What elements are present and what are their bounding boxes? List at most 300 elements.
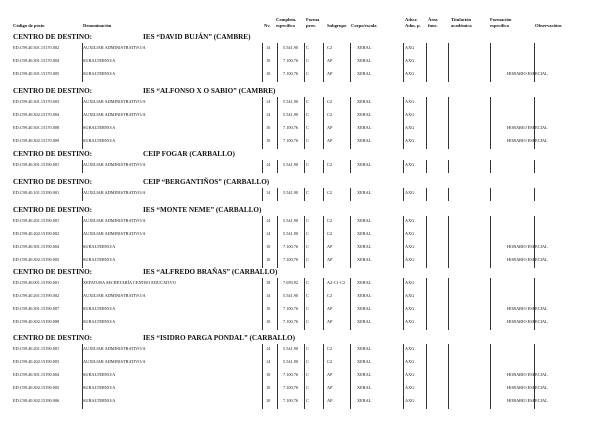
- cell-ce: 5.541,90: [283, 293, 299, 298]
- cell-obs: HORARIO ESPECIAL: [507, 138, 548, 143]
- header-especifica: específica: [490, 23, 509, 28]
- column-divider: [323, 188, 324, 201]
- cell-ce: 7.100,76: [283, 138, 299, 143]
- cell-sg: AP: [327, 398, 333, 403]
- column-divider: [277, 344, 278, 409]
- cell-sg: AP: [327, 138, 333, 143]
- cell-obs: HORARIO ESPECIAL: [507, 398, 548, 403]
- cell-code: ED.C99.40.201.15190.001: [13, 218, 60, 223]
- cell-ce: 5.541,90: [283, 112, 299, 117]
- cell-obs: HORARIO ESPECIAL: [507, 71, 548, 76]
- cell-ce: 7.100,76: [283, 306, 299, 311]
- cell-den: AUXILIAR ADMINISTRATIVO/A: [83, 359, 146, 364]
- cell-den: SUBALTERNO/A: [83, 58, 116, 63]
- header-corpo: Corpo/escala: [351, 23, 377, 28]
- column-divider: [448, 278, 449, 330]
- cell-code: ED.C99.40.301.15170.003: [13, 99, 60, 104]
- cell-corpo: XERAL: [357, 257, 372, 262]
- cell-corpo: XERAL: [357, 162, 372, 167]
- cell-adm: AXG: [405, 218, 415, 223]
- cell-corpo: XERAL: [357, 346, 372, 351]
- column-divider: [448, 216, 449, 268]
- column-divider: [262, 188, 263, 201]
- cell-ce: 5.541,90: [283, 231, 299, 236]
- cell-fp: C: [306, 257, 309, 262]
- table-row: [0, 230, 615, 239]
- cell-code: ED.C99.40.201.15190.001: [13, 346, 60, 351]
- section-name: CEIP “BERGANTIÑOS” (CARBALLO): [143, 178, 270, 186]
- cell-code: ED.C99.40.201.15190.002: [13, 293, 60, 298]
- cell-adm: AXG: [405, 125, 415, 130]
- column-divider: [534, 278, 535, 330]
- cell-adm: AXG: [405, 112, 415, 117]
- cell-fp: C: [306, 346, 309, 351]
- column-divider: [304, 344, 305, 409]
- cell-fp: C: [306, 162, 309, 167]
- section-title: [13, 206, 393, 215]
- column-divider: [82, 160, 83, 173]
- cell-nv: 10: [266, 319, 271, 324]
- column-divider: [403, 344, 404, 409]
- cell-nv: 10: [266, 385, 271, 390]
- table-row: [0, 358, 615, 367]
- table-row: [0, 384, 615, 393]
- column-divider: [350, 97, 351, 149]
- column-divider: [262, 43, 263, 82]
- cell-sg: A2-C1-C2: [327, 280, 346, 285]
- column-divider: [534, 216, 535, 268]
- column-divider: [490, 344, 491, 409]
- column-divider: [490, 188, 491, 201]
- cell-ce: 7.100,76: [283, 244, 299, 249]
- section-label: CENTRO DE DESTINO:: [13, 206, 93, 214]
- column-divider: [304, 188, 305, 201]
- cell-code: ED.C99.40.301.15170.008: [13, 125, 60, 130]
- column-divider: [403, 43, 404, 82]
- column-divider: [350, 216, 351, 268]
- cell-adm: AXG: [405, 162, 415, 167]
- section-name: IES “ALFREDO BRAÑAS” (CARBALLO): [143, 268, 278, 276]
- cell-adm: AXG: [405, 293, 415, 298]
- column-divider: [304, 97, 305, 149]
- cell-fp: C: [306, 190, 309, 195]
- table-row: [0, 70, 615, 79]
- column-divider: [262, 278, 263, 330]
- cell-sg: C2: [327, 112, 333, 117]
- cell-ce: 7.100,76: [283, 319, 299, 324]
- cell-code: ED.C99.40.301.15190.004: [13, 372, 60, 377]
- cell-ce: 5.541,90: [283, 45, 299, 50]
- section-name: IES “ALFONSO X O SABIO” (CAMBRE): [143, 87, 276, 95]
- column-divider: [426, 43, 427, 82]
- table-row: [0, 305, 615, 314]
- table-row: [0, 137, 615, 146]
- column-divider: [426, 278, 427, 330]
- column-divider: [490, 216, 491, 268]
- column-divider: [534, 344, 535, 409]
- cell-code: ED.C99.40.302.15170.009: [13, 138, 60, 143]
- cell-fp: C: [306, 280, 309, 285]
- cell-sg: C2: [327, 218, 333, 223]
- cell-fp: C: [306, 125, 309, 130]
- cell-den: SUBALTERNO/A: [83, 257, 116, 262]
- cell-corpo: XERAL: [357, 319, 372, 324]
- column-divider: [323, 278, 324, 330]
- cell-adm: AXG: [405, 346, 415, 351]
- column-divider: [426, 188, 427, 201]
- cell-sg: C2: [327, 190, 333, 195]
- cell-fp: C: [306, 71, 309, 76]
- column-divider: [534, 188, 535, 201]
- cell-obs: HORARIO ESPECIAL: [507, 385, 548, 390]
- cell-code: ED.C99.40.301.15170.002: [13, 45, 60, 50]
- cell-den: AUXILIAR ADMINISTRATIVO/A: [83, 112, 146, 117]
- cell-corpo: XERAL: [357, 112, 372, 117]
- column-divider: [448, 43, 449, 82]
- cell-den: AUXILIAR ADMINISTRATIVO/A: [83, 346, 146, 351]
- cell-fp: C: [306, 99, 309, 104]
- cell-obs: HORARIO ESPECIAL: [507, 125, 548, 130]
- cell-sg: C2: [327, 45, 333, 50]
- cell-fp: C: [306, 244, 309, 249]
- column-divider: [403, 188, 404, 201]
- cell-code: ED.C99.40.101.15190.001: [13, 190, 60, 195]
- cell-nv: 10: [266, 71, 271, 76]
- column-divider: [448, 188, 449, 201]
- cell-obs: HORARIO ESPECIAL: [507, 257, 548, 262]
- cell-ce: 5.541,90: [283, 359, 299, 364]
- table-row: [0, 292, 615, 301]
- cell-ce: 5.541,90: [283, 218, 299, 223]
- cell-obs: HORARIO ESPECIAL: [507, 319, 548, 324]
- cell-ce: 5.541,90: [283, 162, 299, 167]
- cell-code: ED.C99.40.202.15190.002: [13, 231, 60, 236]
- cell-adm: AXG: [405, 385, 415, 390]
- cell-sg: AP: [327, 319, 333, 324]
- cell-code: ED.C99.40.301.15190.007: [13, 306, 60, 311]
- section-name: IES “MONTE NEME” (CARBALLO): [143, 206, 262, 214]
- cell-obs: HORARIO ESPECIAL: [507, 372, 548, 377]
- column-divider: [304, 43, 305, 82]
- table-row: [0, 371, 615, 380]
- cell-sg: AP: [327, 306, 333, 311]
- section-name: CEIP FOGAR (CARBALLO): [143, 150, 235, 158]
- header-formacion: Formación: [490, 17, 512, 22]
- cell-nv: 10: [266, 257, 271, 262]
- cell-den: AUXILIAR ADMINISTRATIVO/A: [83, 218, 146, 223]
- cell-adm: AXG: [405, 71, 415, 76]
- cell-fp: C: [306, 293, 309, 298]
- column-divider: [277, 216, 278, 268]
- table-row: [0, 256, 615, 265]
- cell-code: ED.C99.40.301.15170.004: [13, 58, 60, 63]
- cell-nv: 14: [266, 346, 271, 351]
- column-divider: [426, 97, 427, 149]
- table-row: [0, 345, 615, 354]
- column-divider: [350, 188, 351, 201]
- cell-nv: 18: [266, 280, 271, 285]
- cell-code: ED.C99.40.301.15190.004: [13, 244, 60, 249]
- section-title: [13, 87, 393, 96]
- header-adscr: Adscr.: [405, 17, 418, 22]
- cell-code: ED.C99.40.301.15170.005: [13, 71, 60, 76]
- cell-sg: AP: [327, 257, 333, 262]
- column-divider: [277, 43, 278, 82]
- column-divider: [534, 160, 535, 173]
- cell-nv: 10: [266, 58, 271, 63]
- section-label: CENTRO DE DESTINO:: [13, 87, 93, 95]
- cell-nv: 10: [266, 306, 271, 311]
- cell-corpo: XERAL: [357, 280, 372, 285]
- cell-code: ED.C99.40.302.15190.005: [13, 385, 60, 390]
- section-name: IES “DAVID BUJÁN” (CAMBRE): [143, 33, 251, 41]
- cell-fp: C: [306, 372, 309, 377]
- column-divider: [403, 278, 404, 330]
- column-divider: [262, 344, 263, 409]
- cell-corpo: XERAL: [357, 398, 372, 403]
- column-divider: [304, 216, 305, 268]
- cell-code: ED.C99.40.302.15190.005: [13, 257, 60, 262]
- cell-adm: AXG: [405, 372, 415, 377]
- cell-ce: 7.100,76: [283, 385, 299, 390]
- cell-den: AUXILIAR ADMINISTRATIVO/A: [83, 231, 146, 236]
- cell-adm: AXG: [405, 138, 415, 143]
- column-divider: [534, 97, 535, 149]
- cell-nv: 14: [266, 190, 271, 195]
- header-titulacion: Titulación: [451, 17, 472, 22]
- cell-code: ED.C99.40.302.15170.004: [13, 112, 60, 117]
- cell-ce: 7.059,92: [283, 280, 299, 285]
- cell-nv: 10: [266, 244, 271, 249]
- column-divider: [262, 97, 263, 149]
- header-subgrupo: Subgrupo: [327, 23, 347, 28]
- section-label: CENTRO DE DESTINO:: [13, 334, 93, 342]
- cell-fp: C: [306, 306, 309, 311]
- cell-corpo: XERAL: [357, 218, 372, 223]
- column-divider: [277, 97, 278, 149]
- cell-fp: C: [306, 385, 309, 390]
- cell-code: ED.C99.40.302.15190.006: [13, 398, 60, 403]
- cell-adm: AXG: [405, 244, 415, 249]
- cell-sg: AP: [327, 385, 333, 390]
- column-divider: [490, 97, 491, 149]
- column-divider: [448, 160, 449, 173]
- column-divider: [350, 344, 351, 409]
- cell-obs: HORARIO ESPECIAL: [507, 244, 548, 249]
- table-row: [0, 98, 615, 107]
- cell-den: SUBALTERNO/A: [83, 306, 116, 311]
- header-func: func.: [428, 23, 438, 28]
- cell-sg: C2: [327, 293, 333, 298]
- cell-den: SUBALTERNO/A: [83, 398, 116, 403]
- cell-fp: C: [306, 398, 309, 403]
- cell-sg: C2: [327, 231, 333, 236]
- column-divider: [350, 43, 351, 82]
- cell-corpo: XERAL: [357, 190, 372, 195]
- cell-den: SUBALTERNO/A: [83, 372, 116, 377]
- cell-sg: AP: [327, 244, 333, 249]
- section-label: CENTRO DE DESTINO:: [13, 268, 93, 276]
- cell-den: AUXILIAR ADMINISTRATIVO/A: [83, 99, 146, 104]
- cell-corpo: XERAL: [357, 99, 372, 104]
- cell-ce: 7.100,76: [283, 71, 299, 76]
- cell-code: ED.C99.40.302.15190.008: [13, 319, 60, 324]
- cell-corpo: XERAL: [357, 125, 372, 130]
- header-codigo: Código de posto: [13, 23, 45, 28]
- column-divider: [304, 160, 305, 173]
- column-divider: [82, 216, 83, 268]
- cell-corpo: XERAL: [357, 58, 372, 63]
- column-divider: [277, 188, 278, 201]
- cell-sg: AP: [327, 71, 333, 76]
- cell-den: SUBALTERNO/A: [83, 125, 116, 130]
- cell-corpo: XERAL: [357, 372, 372, 377]
- cell-ce: 7.100,76: [283, 257, 299, 262]
- section-label: CENTRO DE DESTINO:: [13, 178, 93, 186]
- cell-fp: C: [306, 45, 309, 50]
- column-divider: [490, 278, 491, 330]
- cell-nv: 14: [266, 162, 271, 167]
- cell-fp: C: [306, 359, 309, 364]
- column-divider: [490, 160, 491, 173]
- column-divider: [82, 278, 83, 330]
- table-row: [0, 44, 615, 53]
- column-divider: [82, 344, 83, 409]
- cell-nv: 10: [266, 372, 271, 377]
- column-divider: [350, 278, 351, 330]
- table-row: [0, 217, 615, 226]
- cell-fp: C: [306, 58, 309, 63]
- table-row: [0, 111, 615, 120]
- cell-ce: 5.541,90: [283, 190, 299, 195]
- cell-corpo: XERAL: [357, 359, 372, 364]
- column-divider: [490, 43, 491, 82]
- column-divider: [82, 43, 83, 82]
- column-divider: [448, 97, 449, 149]
- column-divider: [323, 43, 324, 82]
- table-row: [0, 279, 615, 288]
- cell-ce: 7.100,76: [283, 125, 299, 130]
- header-academica: académica: [451, 23, 472, 28]
- cell-nv: 14: [266, 218, 271, 223]
- cell-adm: AXG: [405, 306, 415, 311]
- table-header: [0, 13, 615, 33]
- cell-adm: AXG: [405, 99, 415, 104]
- column-divider: [323, 160, 324, 173]
- cell-den: AUXILIAR ADMINISTRATIVO/A: [83, 162, 146, 167]
- table-row: [0, 189, 615, 198]
- cell-den: SUBALTERNO/A: [83, 71, 116, 76]
- cell-den: XEFATURA SECRETARÍA CENTRO EDUCATIVO: [83, 280, 176, 285]
- header-especifico: específico: [276, 23, 295, 28]
- cell-sg: AP: [327, 372, 333, 377]
- header-observacions: Observacións: [535, 23, 562, 28]
- header-denominacion: Denominación: [83, 23, 112, 28]
- column-divider: [82, 188, 83, 201]
- cell-fp: C: [306, 319, 309, 324]
- column-divider: [403, 216, 404, 268]
- table-row: [0, 318, 615, 327]
- table-row: [0, 397, 615, 406]
- cell-corpo: XERAL: [357, 306, 372, 311]
- cell-adm: AXG: [405, 359, 415, 364]
- section-title: [13, 334, 393, 343]
- column-divider: [323, 97, 324, 149]
- table-row: [0, 243, 615, 252]
- column-divider: [403, 160, 404, 173]
- cell-corpo: XERAL: [357, 71, 372, 76]
- column-divider: [403, 97, 404, 149]
- column-divider: [277, 278, 278, 330]
- cell-den: SUBALTERNO/A: [83, 385, 116, 390]
- cell-code: ED.C99.40.001.15190.001: [13, 280, 60, 285]
- section-title: [13, 268, 393, 277]
- header-prov: prov.: [306, 23, 316, 28]
- cell-adm: AXG: [405, 398, 415, 403]
- table-row: [0, 161, 615, 170]
- cell-adm: AXG: [405, 58, 415, 63]
- cell-den: SUBALTERNO/A: [83, 319, 116, 324]
- header-adm: Adm. p.: [405, 23, 421, 28]
- cell-ce: 5.541,90: [283, 346, 299, 351]
- column-divider: [82, 97, 83, 149]
- cell-fp: C: [306, 138, 309, 143]
- cell-nv: 14: [266, 359, 271, 364]
- header-nv: Nv.: [264, 23, 271, 28]
- cell-nv: 14: [266, 112, 271, 117]
- cell-ce: 7.100,76: [283, 398, 299, 403]
- cell-corpo: XERAL: [357, 385, 372, 390]
- section-title: [13, 150, 393, 159]
- cell-corpo: XERAL: [357, 231, 372, 236]
- column-divider: [426, 216, 427, 268]
- cell-nv: 14: [266, 231, 271, 236]
- cell-fp: C: [306, 231, 309, 236]
- column-divider: [426, 344, 427, 409]
- cell-adm: AXG: [405, 280, 415, 285]
- cell-nv: 10: [266, 138, 271, 143]
- cell-den: AUXILIAR ADMINISTRATIVO/A: [83, 293, 146, 298]
- section-label: CENTRO DE DESTINO:: [13, 150, 93, 158]
- cell-fp: C: [306, 112, 309, 117]
- cell-code: ED.C99.40.301.15190.001: [13, 162, 60, 167]
- column-divider: [448, 344, 449, 409]
- cell-sg: C2: [327, 346, 333, 351]
- column-divider: [262, 160, 263, 173]
- cell-adm: AXG: [405, 257, 415, 262]
- cell-ce: 7.100,76: [283, 58, 299, 63]
- cell-sg: C2: [327, 359, 333, 364]
- cell-den: SUBALTERNO/A: [83, 244, 116, 249]
- cell-code: ED.C99.40.202.15190.003: [13, 359, 60, 364]
- column-divider: [534, 43, 535, 82]
- column-divider: [304, 278, 305, 330]
- cell-adm: AXG: [405, 231, 415, 236]
- table-row: [0, 57, 615, 66]
- column-divider: [323, 344, 324, 409]
- cell-adm: AXG: [405, 45, 415, 50]
- cell-adm: AXG: [405, 319, 415, 324]
- cell-corpo: XERAL: [357, 293, 372, 298]
- cell-nv: 14: [266, 45, 271, 50]
- cell-adm: AXG: [405, 190, 415, 195]
- section-title: [13, 33, 393, 42]
- cell-ce: 7.100,76: [283, 372, 299, 377]
- cell-nv: 10: [266, 398, 271, 403]
- column-divider: [262, 216, 263, 268]
- cell-sg: AP: [327, 125, 333, 130]
- cell-den: AUXILIAR ADMINISTRATIVO/A: [83, 190, 146, 195]
